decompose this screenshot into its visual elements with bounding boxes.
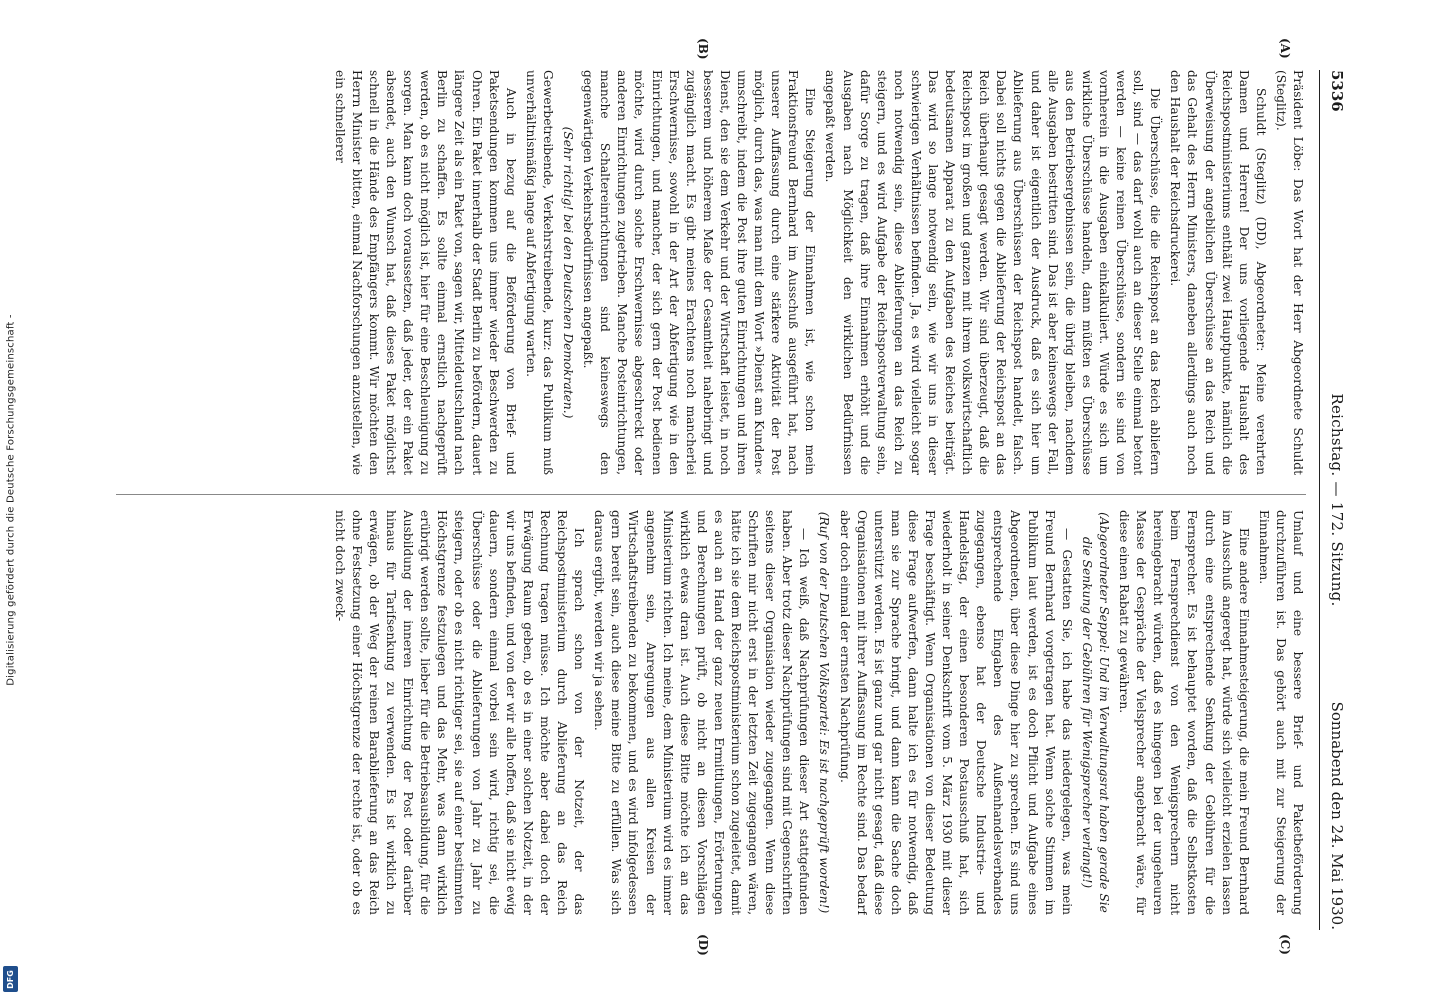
left-text-column (116, 70, 1306, 475)
session-title: Reichstag. — 172. Sitzung. (1328, 393, 1346, 607)
margin-mark-b: (B) (696, 38, 710, 60)
digitization-credit-strip (0, 0, 22, 1000)
paragraph: Gewerbetreibende, Verkehrstreibende, kurz: das Publikum muß unverhältnismäßig lange auf Abfertigung warten. (523, 70, 555, 475)
document-page (110, 38, 1350, 956)
page-number: 5336 (1328, 70, 1346, 112)
margin-mark-c: (C) (1278, 934, 1292, 955)
interjection: (Abgeordneter Seppel: Und im Verwaltungsrat haben gerade Sie die Senkung der Gebühren für Wenigsprecher verlangt!) (1079, 512, 1111, 913)
paragraph: Die Überschüsse, die die Reichspost an das Reich abliefern soll, sind — das darf wohl auch an dieser Stelle einmal betont werden — keine reinen Überschüsse, sondern sie sind von vornherein in die Ausgaben einkalkuliert. Würde es sich um wirkliche Überschüsse handeln, dann müßten es Überschüsse aus den Betriebsergebnissen sein, die übrig bleiben, nachdem alle Ausgaben bestritten sind. Das ist aber keineswegs der Fall, und daher ist eigentlich der Ausdruck, daß es sich hier um Ablieferung aus Überschüssen der Reichspost handelt, falsch. Dabei soll nichts gegen die Ablieferung der Reichspost an das Reich überhaupt gesagt werden. Wir sind überzeugt, daß die Reichspost im großen und ganzen mit ihrem volkswirtschaftlich bedeutsamen Apparat zu den Aufgaben des Reiches beiträgt. Das wird so lange notwendig sein, wie wir uns in dieser schwierigen Verhältnissen befinden. Ja, es wird vielleicht sogar noch notwendig sein, diese Ablieferungen an das Reich zu steigern, und es wird Aufgabe der Reichspostverwaltung sein, dafür Sorge zu tragen, daß ihre Einnahmen erhöht und die Ausgaben nach Möglichkeit den wirklichen Bedürfnissen angepaßt werden. (823, 70, 1163, 475)
paragraph: Schuldt (Steglitz) (DD), Abgeordneter: Meine verehrten Damen und Herren! Der uns vorliegende Haushalt des Reichspostministeriums enthält zwei Hauptpunkte, nämlich die Überweisung der angeblichen Überschüsse an das Reich und das Gehalt des Herrn Ministers, daneben allerdings auch noch den Haushalt der Reichsdruckerei. (1168, 70, 1268, 475)
paragraph: — Gestatten Sie, ich habe das niedergelegen, was mein Freund Bernhard vorgetragen hat. Wenn solche Stimmen im Publikum laut werden, ist es doch Pflicht und Aufgabe eines Abgeordneten, über diese Dinge hier zu sprechen. Es sind uns entsprechende Eingaben des Außenhandelsverbandes zugegangen, ebenso hat der Deutsche Industrie- und Handelstag, der einen besonderen Postausschuß hat, sich wiederholt in seiner Denkschrift vom 5. März 1930 mit dieser Frage beschäftigt. Wenn Organisationen von dieser Bedeutung diese Frage aufwerfen, dann halte ich es für notwendig, daß man sie zur Sprache bringt, und dann kann die Sache doch unterstützt werden. Es ist ganz und gar nicht gesagt, daß diese Organisationen mit ihrer Auffassung im Rechte sind. Das bedarf aber doch einmal der ernsten Nachprüfung. (837, 510, 1074, 915)
interjection: (Sehr richtig! bei den Deutschen Demokraten.) (561, 126, 576, 419)
paragraph: Eine Steigerung der Einnahmen ist, wie schon mein Fraktionsfreund Bernhard im Ausschuß ausgeführt hat, nach unserer Auffassung durch eine stärkere Aktivität der Post möglich, durch das, was man mit dem Wort »Dienst am Kunden« umschreibt, indem die Post ihre guten Einrichtungen und ihren Dienst, den sie dem Verkehr und der Wirtschaft leistet, in noch besserem und höherem Maße der Gesamtheit nahebringt und zugänglich macht. Es gibt meines Erachtens noch mancherlei Erschwernisse, sowohl in der Art der Abfertigung wie in den Einrichtungen, und mancher, der sich gern der Post bedienen möchte, wird durch solche Erschwernisse abgeschreckt oder anderen Einrichtungen zugetrieben. Manche Posteinrichtungen, manche Schaltereinrichtungen sind keineswegs den gegenwärtigen Verkehrsbedürfnissen angepaßt. (581, 70, 818, 475)
page-header (1319, 70, 1350, 930)
paragraph: Ich sprach schon von der Notzeit, der das Reichspostministerium durch Ablieferung an das Reich Rechnung tragen müsse. Ich möchte aber dabei doch der Erwägung Raum geben, ob es in einer solchen Notzeit, in der wir uns befinden, und von der wir alle hoffen, daß sie nicht ewig dauern, sondern einmal vorbei sein wird, richtig sei, die Überschüsse oder die Ablieferungen von Jahr zu Jahr zu steigern, oder ob es nicht richtiger sei, sie auf einer bestimmten Höchstgrenze festzulegen und das Mehr, was dann wirklich erübrigt werden sollte, lieber für die Betriebsausbildung, für die Ausbildung der inneren Einrichtung der Post oder darüber hinaus für Tarifsenkung zu verwenden. Es ist wirklich zu erwägen, ob der Weg der reinen Barablieferung an das Reich ohne Festsetzung einer Höchstgrenze der rechte ist, oder ob es nicht doch zweck- (332, 510, 587, 915)
right-text-column (116, 510, 1306, 915)
paragraph: Eine andere Einnahmesteigerung, die mein Freund Bernhard im Ausschuß angeregt hat, würde sich vielleicht erzielen lassen durch eine entsprechende Senkung der Gebühren für die Fernsprecher. Es ist behauptet worden, daß die Selbstkosten beim Fernsprechdienst von den Wenigsprechern nicht hereingebracht würden, daß es hingegen bei der ungeheuren Masse der Gespräche der Vielsprecher angebracht wäre, für diese einen Rabatt zu gewähren. (1117, 510, 1251, 915)
session-date: Sonnabend den 24. Mai 1930. (1328, 701, 1346, 930)
column-divider (116, 494, 1306, 495)
margin-mark-a: (A) (1278, 38, 1292, 59)
paragraph: Auch in bezug auf die Beförderung von Brief- und Paketsendungen kommen uns immer wieder Beschwerden zu Ohren. Ein Paket innerhalb der Stadt Berlin zu befördern, dauert längere Zeit als ein Paket von, sagen wir, Mitteldeutschland nach Berlin zu schaffen. Es sollte einmal ernstlich nachgeprüft werden, ob es nicht möglich ist, hier für eine Beschleunigung zu sorgen. Man kann doch voraussetzen, daß jeder, der ein Paket absendet, auch den Wunsch hat, daß dieses Paket möglichst schnell in die Hände des Empfängers kommt. Wir möchten den Herrn Minister bitten, einmal Nachforschungen anzustellen, wie ein schnellerer (332, 70, 518, 475)
interjection: (Ruf von der Deutschen Volkspartei: Es ist nachgeprüft worden!) (817, 511, 832, 914)
paragraph: Präsident Löbe: Das Wort hat der Herr Abgeordnete Schuldt (Steglitz). (1273, 70, 1305, 475)
paragraph: Umlauf und eine bessere Brief- und Paketbeförderung durchzuführen ist. Das gehört auch mit zur Steigerung der Einnahmen. (1256, 510, 1305, 915)
paragraph: — Ich weiß, daß Nachprüfungen dieser Art stattgefunden haben. Aber trotz dieser Nachprüfungen sind mit Gegenschriften seitens dieser Organisation wieder zugegangen. Wenn diese Schriften mir nicht erst in der letzten Zeit zugegangen wären, hätte ich sie dem Reichspostministerium schon zugeleitet, damit es auch an Hand der ganz neuen Ermittlungen, Erörterungen und Berechnungen prüft, ob nicht an diesen Vorschlägen wirklich etwas dran ist. Auch diese Bitte möchte ich an das Ministerium richten. Ich meine, dem Ministerium wird es immer angenehm sein, Anregungen aus allen Kreisen der Wirtschaftstreibenden zu bekommen, und es wird infolgedessen gern bereit sein, auch diese meine Bitte zu erfüllen. Was sich daraus ergibt, werden wir ja sehen. (592, 510, 812, 915)
margin-mark-d: (D) (696, 934, 710, 956)
digitization-credit-text: Digitalisierung gefördert durch die Deutsche Forschungsgemeinschaft - (5, 314, 17, 686)
dfg-logo-icon: DFG (3, 966, 18, 992)
